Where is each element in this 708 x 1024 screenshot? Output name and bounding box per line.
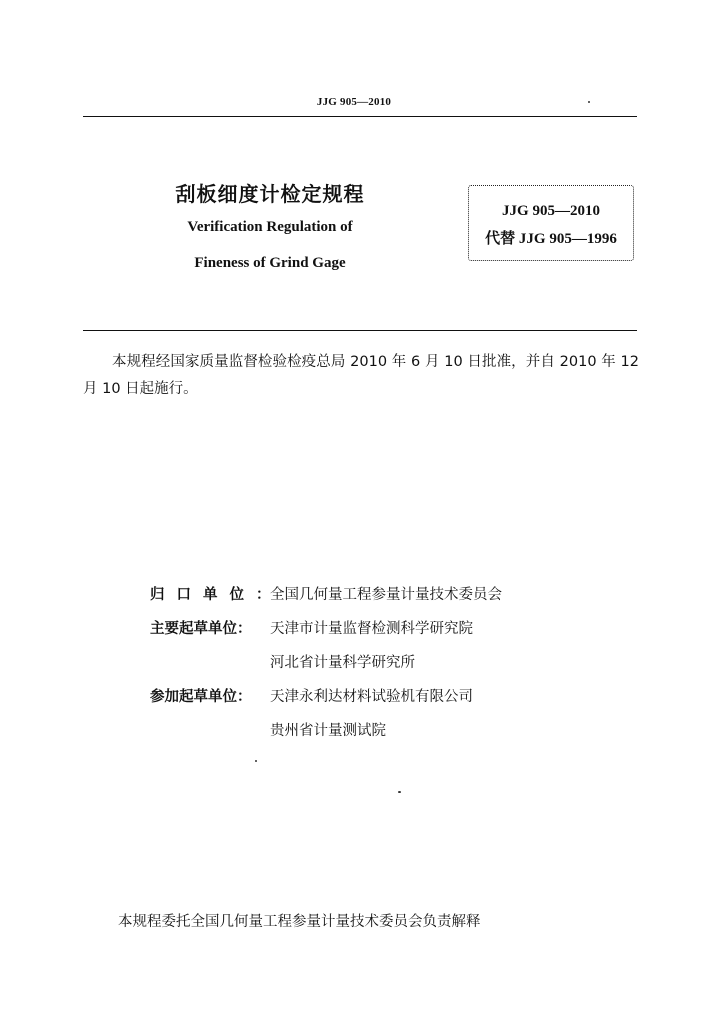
interpretation-note: 本规程委托全国几何量工程参量计量技术委员会负责解释 (118, 914, 481, 930)
main-drafting-value: 河北省计量科学研究所 (270, 655, 415, 671)
top-rule (83, 116, 637, 117)
responsible-unit-label: 归口单位： (150, 587, 283, 603)
title-english-line2: Fineness of Grind Gage (194, 255, 346, 271)
middle-rule (83, 330, 637, 331)
participating-label: 参加起草单位： (150, 689, 252, 705)
responsible-unit-value: 全国几何量工程参量计量技术委员会 (270, 587, 502, 603)
standard-number-box (468, 185, 634, 261)
title-chinese: 刮板细度计检定规程 (175, 182, 365, 206)
participating-value: 贵州省计量测试院 (270, 723, 386, 739)
scan-speck (588, 101, 590, 103)
replaced-standard: 代替 JJG 905—1996 (485, 231, 617, 247)
title-english-line1: Verification Regulation of (187, 219, 353, 235)
main-drafting-value: 天津市计量监督检测科学研究院 (270, 621, 473, 637)
approval-statement: 本规程经国家质量监督检验检疫总局 2010 年 6 月 10 日批准，并自 2010 年 12 月 10 日起施行。 (83, 354, 639, 397)
scan-speck (255, 760, 257, 762)
main-drafting-label: 主要起草单位： (150, 621, 252, 637)
scan-speck (398, 791, 401, 793)
header-standard-code: JJG 905—2010 (316, 96, 392, 108)
standard-number: JJG 905—2010 (502, 203, 600, 219)
participating-value: 天津永利达材料试验机有限公司 (270, 689, 473, 705)
